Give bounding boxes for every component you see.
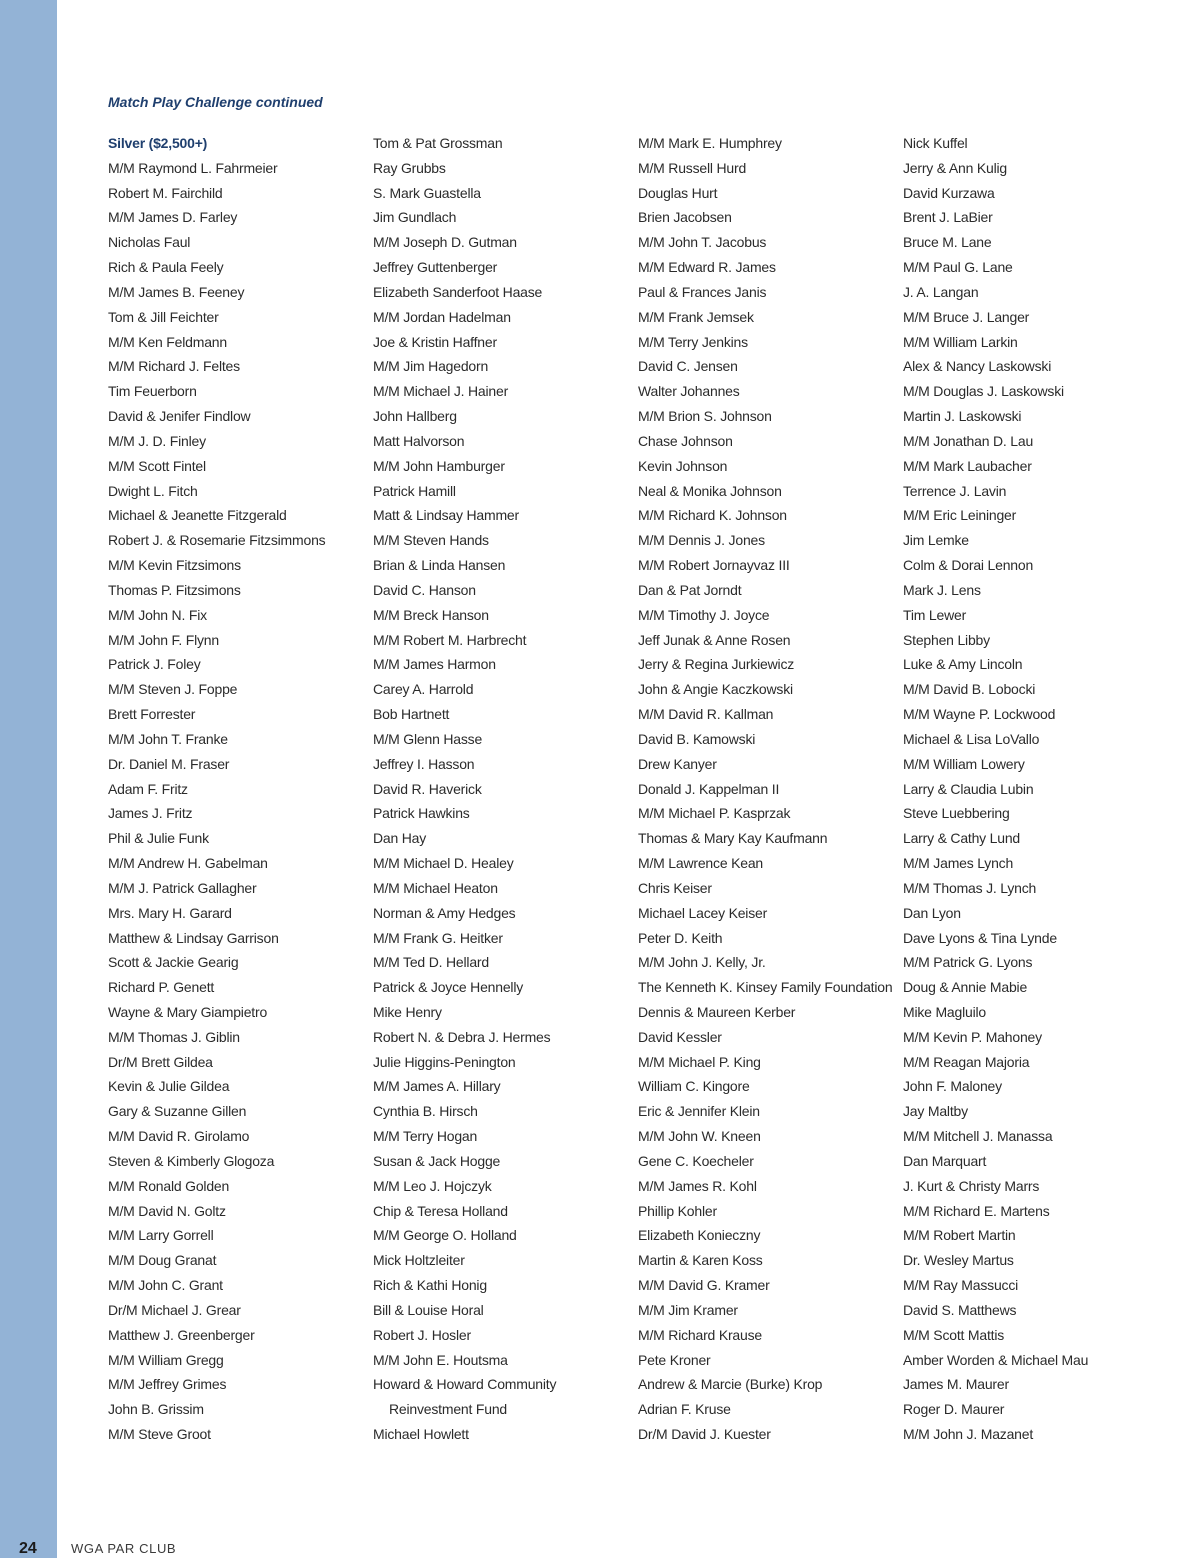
- donor-name: M/M John W. Kneen: [638, 1128, 761, 1145]
- donor-name: M/M Robert M. Harbrecht: [373, 631, 527, 648]
- donor-name: Tom & Jill Feichter: [108, 308, 219, 325]
- donor-column-2: [373, 133, 635, 1449]
- donor-name: M/M Frank G. Heitker: [373, 929, 503, 946]
- donor-name: M/M J. Patrick Gallagher: [108, 879, 257, 896]
- donor-name: Scott & Jackie Gearig: [108, 954, 239, 971]
- donor-name: Walter Johannes: [638, 383, 740, 400]
- page-number: 24: [19, 1540, 37, 1557]
- donor-name: The Kenneth K. Kinsey Family Foundation: [638, 979, 893, 996]
- donor-name: M/M Scott Fintel: [108, 457, 206, 474]
- donor-name: M/M John T. Jacobus: [638, 234, 767, 251]
- donor-name: Matt & Lindsay Hammer: [373, 507, 519, 524]
- donor-name: Patrick J. Foley: [108, 656, 201, 673]
- side-color-bar: [0, 0, 57, 1558]
- donor-name: Dr. Wesley Martus: [903, 1252, 1014, 1269]
- donor-name: Bob Hartnett: [373, 706, 450, 723]
- donor-name: Stephen Libby: [903, 631, 990, 648]
- donor-name: M/M Jim Hagedorn: [373, 358, 489, 375]
- donor-name: M/M Michael P. King: [638, 1053, 761, 1070]
- donor-name: David C. Jensen: [638, 358, 738, 375]
- donor-name: Tim Lewer: [903, 606, 967, 623]
- donor-name: Chip & Teresa Holland: [373, 1202, 508, 1219]
- donor-name: M/M Joseph D. Gutman: [373, 234, 517, 251]
- donor-name: M/M Thomas J. Giblin: [108, 1028, 240, 1045]
- donor-name: Julie Higgins-Penington: [373, 1053, 516, 1070]
- donor-name: Mike Magluilo: [903, 1003, 986, 1020]
- donor-name: M/M Reagan Majoria: [903, 1053, 1030, 1070]
- donor-name: Adam F. Fritz: [108, 780, 188, 797]
- publication-name: WGA PAR CLUB: [71, 1541, 177, 1556]
- donor-name: David & Jenifer Findlow: [108, 408, 251, 425]
- donor-name: James M. Maurer: [903, 1376, 1009, 1393]
- donor-name: M/M William Larkin: [903, 333, 1018, 350]
- donor-name: M/M Ray Massucci: [903, 1277, 1019, 1294]
- donor-name: Tim Feuerborn: [108, 383, 197, 400]
- donor-name: Dan Lyon: [903, 904, 961, 921]
- donor-name: M/M James A. Hillary: [373, 1078, 501, 1095]
- donor-name: Adrian F. Kruse: [638, 1401, 731, 1418]
- donor-column-3: [638, 133, 900, 1449]
- donor-name: Tom & Pat Grossman: [373, 135, 503, 151]
- donor-name: M/M Steve Groot: [108, 1426, 211, 1443]
- donor-name: M/M J. D. Finley: [108, 432, 206, 449]
- donor-name: Thomas & Mary Kay Kaufmann: [638, 830, 828, 847]
- donor-name: Rich & Kathi Honig: [373, 1277, 487, 1294]
- donor-name: Phil & Julie Funk: [108, 830, 209, 847]
- donor-name: Roger D. Maurer: [903, 1401, 1005, 1418]
- donor-name: Mike Henry: [373, 1003, 442, 1020]
- donor-name: Steven & Kimberly Glogoza: [108, 1152, 275, 1169]
- donor-name: M/M Mark E. Humphrey: [638, 135, 782, 151]
- donor-name: M/M Lawrence Kean: [638, 855, 763, 872]
- donor-name: Patrick Hamill: [373, 482, 456, 499]
- donor-name: Brent J. LaBier: [903, 209, 993, 226]
- donor-name: James J. Fritz: [108, 805, 193, 822]
- donor-name: M/M Larry Gorrell: [108, 1227, 214, 1244]
- donor-name: Mick Holtzleiter: [373, 1252, 465, 1269]
- level-heading: Silver ($2,500+): [108, 135, 208, 151]
- donor-name-continuation: Reinvestment Fund: [389, 1401, 507, 1418]
- donor-name: M/M Thomas J. Lynch: [903, 879, 1037, 896]
- donor-name: S. Mark Guastella: [373, 184, 481, 201]
- donor-name: William C. Kingore: [638, 1078, 750, 1095]
- donor-name: J. Kurt & Christy Marrs: [903, 1177, 1040, 1194]
- donor-name: Nicholas Faul: [108, 234, 191, 251]
- donor-name: Doug & Annie Mabie: [903, 979, 1028, 996]
- donor-name: M/M Wayne P. Lockwood: [903, 706, 1056, 723]
- donor-name: David S. Matthews: [903, 1301, 1017, 1318]
- donor-name: Mrs. Mary H. Garard: [108, 904, 232, 921]
- donor-name: Luke & Amy Lincoln: [903, 656, 1023, 673]
- donor-name: Andrew & Marcie (Burke) Krop: [638, 1376, 823, 1393]
- donor-name: Gary & Suzanne Gillen: [108, 1103, 247, 1120]
- donor-name: M/M James Lynch: [903, 855, 1014, 872]
- donor-name: Larry & Claudia Lubin: [903, 780, 1034, 797]
- donor-name: Kevin & Julie Gildea: [108, 1078, 230, 1095]
- donor-name: Jeffrey I. Hasson: [373, 755, 475, 772]
- donor-name: Brian & Linda Hansen: [373, 557, 506, 574]
- donor-name: M/M Robert Martin: [903, 1227, 1016, 1244]
- donor-name: Jim Gundlach: [373, 209, 457, 226]
- donor-name: M/M Brion S. Johnson: [638, 408, 772, 425]
- section-title: Match Play Challenge continued: [108, 94, 323, 110]
- donor-name: M/M Terry Hogan: [373, 1128, 478, 1145]
- donor-name: M/M Ken Feldmann: [108, 333, 227, 350]
- donor-name: M/M Dennis J. Jones: [638, 532, 765, 549]
- donor-name: Dave Lyons & Tina Lynde: [903, 929, 1057, 946]
- donor-name: M/M Terry Jenkins: [638, 333, 748, 350]
- donor-name: M/M Douglas J. Laskowski: [903, 383, 1064, 400]
- donor-name: M/M Richard K. Johnson: [638, 507, 787, 524]
- donor-name: Susan & Jack Hogge: [373, 1152, 501, 1169]
- donor-name: Robert N. & Debra J. Hermes: [373, 1028, 551, 1045]
- donor-name: M/M Eric Leininger: [903, 507, 1017, 524]
- donor-name: Bruce M. Lane: [903, 234, 992, 251]
- donor-name: Colm & Dorai Lennon: [903, 557, 1034, 574]
- donor-name: Matthew & Lindsay Garrison: [108, 929, 279, 946]
- donor-name: M/M Doug Granat: [108, 1252, 217, 1269]
- donor-name: M/M John N. Fix: [108, 606, 207, 623]
- donor-name: M/M Ronald Golden: [108, 1177, 230, 1194]
- donor-name: M/M John C. Grant: [108, 1277, 223, 1294]
- donor-name: M/M John F. Flynn: [108, 631, 219, 648]
- donor-name: Richard P. Genett: [108, 979, 215, 996]
- donor-name: Terrence J. Lavin: [903, 482, 1007, 499]
- donor-name: M/M Patrick G. Lyons: [903, 954, 1033, 971]
- donor-name: Paul & Frances Janis: [638, 283, 767, 300]
- donor-name: M/M Edward R. James: [638, 259, 776, 276]
- donor-name: M/M John Hamburger: [373, 457, 505, 474]
- donor-name: M/M Mitchell J. Manassa: [903, 1128, 1053, 1145]
- donor-name: Dr. Daniel M. Fraser: [108, 755, 230, 772]
- donor-name: M/M Michael Heaton: [373, 879, 498, 896]
- donor-name: M/M John J. Mazanet: [903, 1426, 1034, 1443]
- donor-name: M/M John T. Franke: [108, 730, 228, 747]
- donor-name: Patrick Hawkins: [373, 805, 470, 822]
- donor-name: M/M Michael J. Hainer: [373, 383, 509, 400]
- donor-name: Michael & Jeanette Fitzgerald: [108, 507, 287, 524]
- donor-name: John B. Grissim: [108, 1401, 204, 1418]
- donor-name: M/M John J. Kelly, Jr.: [638, 954, 766, 971]
- donor-name: Martin J. Laskowski: [903, 408, 1022, 425]
- donor-name: M/M Richard Krause: [638, 1326, 762, 1343]
- donor-name: Jerry & Regina Jurkiewicz: [638, 656, 795, 673]
- donor-name: David C. Hanson: [373, 581, 476, 598]
- donor-name: Robert M. Fairchild: [108, 184, 223, 201]
- donor-name: Pete Kroner: [638, 1351, 711, 1368]
- donor-name: Kevin Johnson: [638, 457, 728, 474]
- donor-name: Nick Kuffel: [903, 135, 968, 151]
- donor-name: Eric & Jennifer Klein: [638, 1103, 760, 1120]
- donor-name: M/M James D. Farley: [108, 209, 238, 226]
- donor-name: M/M Breck Hanson: [373, 606, 489, 623]
- donor-name: M/M William Lowery: [903, 755, 1025, 772]
- donor-name: Martin & Karen Koss: [638, 1252, 763, 1269]
- donor-name: Brett Forrester: [108, 706, 196, 723]
- donor-name: M/M David G. Kramer: [638, 1277, 770, 1294]
- donor-name: David B. Kamowski: [638, 730, 756, 747]
- donor-name: Alex & Nancy Laskowski: [903, 358, 1052, 375]
- donor-name: M/M Leo J. Hojczyk: [373, 1177, 492, 1194]
- donor-name: Matt Halvorson: [373, 432, 465, 449]
- donor-name: Douglas Hurt: [638, 184, 718, 201]
- donor-name: Dr/M Brett Gildea: [108, 1053, 213, 1070]
- donor-name: M/M Jordan Hadelman: [373, 308, 511, 325]
- donor-name: M/M John E. Houtsma: [373, 1351, 508, 1368]
- donor-name: M/M Richard E. Martens: [903, 1202, 1050, 1219]
- donor-name: Howard & Howard Community: [373, 1376, 557, 1393]
- donor-name: M/M Frank Jemsek: [638, 308, 754, 325]
- donor-name: Dr/M Michael J. Grear: [108, 1301, 241, 1318]
- donor-name: M/M Timothy J. Joyce: [638, 606, 770, 623]
- donor-name: Jeffrey Guttenberger: [373, 259, 498, 276]
- donor-name: Phillip Kohler: [638, 1202, 717, 1219]
- donor-name: M/M Kevin Fitzsimons: [108, 557, 241, 574]
- donor-name: M/M Glenn Hasse: [373, 730, 483, 747]
- donor-name: M/M William Gregg: [108, 1351, 224, 1368]
- donor-name: M/M Michael D. Healey: [373, 855, 514, 872]
- donor-name: M/M Scott Mattis: [903, 1326, 1005, 1343]
- donor-name: Elizabeth Konieczny: [638, 1227, 761, 1244]
- donor-name: John F. Maloney: [903, 1078, 1002, 1095]
- donor-name: Bill & Louise Horal: [373, 1301, 484, 1318]
- donor-name: M/M James B. Feeney: [108, 283, 245, 300]
- donor-name: Norman & Amy Hedges: [373, 904, 516, 921]
- donor-name: Larry & Cathy Lund: [903, 830, 1021, 847]
- donor-name: Dan Hay: [373, 830, 427, 847]
- donor-name: M/M Steven J. Foppe: [108, 681, 238, 698]
- donor-name: Michael & Lisa LoVallo: [903, 730, 1040, 747]
- donor-name: M/M James R. Kohl: [638, 1177, 757, 1194]
- donor-name: M/M James Harmon: [373, 656, 496, 673]
- donor-name: M/M Richard J. Feltes: [108, 358, 240, 375]
- donor-name: Carey A. Harrold: [373, 681, 474, 698]
- donor-name: M/M David R. Girolamo: [108, 1128, 250, 1145]
- donor-name: M/M Jonathan D. Lau: [903, 432, 1034, 449]
- donor-name: M/M Andrew H. Gabelman: [108, 855, 268, 872]
- donor-name: Steve Luebbering: [903, 805, 1010, 822]
- donor-name: Jim Lemke: [903, 532, 969, 549]
- donor-name: Dwight L. Fitch: [108, 482, 198, 499]
- donor-name: Matthew J. Greenberger: [108, 1326, 255, 1343]
- donor-name: M/M Mark Laubacher: [903, 457, 1032, 474]
- donor-name: Cynthia B. Hirsch: [373, 1103, 478, 1120]
- donor-name: Dan & Pat Jorndt: [638, 581, 742, 598]
- donor-name: Joe & Kristin Haffner: [373, 333, 497, 350]
- donor-name: David R. Haverick: [373, 780, 482, 797]
- donor-name: M/M George O. Holland: [373, 1227, 517, 1244]
- donor-name: Thomas P. Fitzsimons: [108, 581, 241, 598]
- donor-name: Jay Maltby: [903, 1103, 968, 1120]
- donor-name: John & Angie Kaczkowski: [638, 681, 793, 698]
- donor-name: Dennis & Maureen Kerber: [638, 1003, 796, 1020]
- donor-name: Michael Lacey Keiser: [638, 904, 768, 921]
- donor-name: Elizabeth Sanderfoot Haase: [373, 283, 543, 300]
- donor-name: Brien Jacobsen: [638, 209, 732, 226]
- donor-name: Robert J. & Rosemarie Fitzsimmons: [108, 532, 326, 549]
- donor-name: Chris Keiser: [638, 879, 712, 896]
- donor-name: David Kessler: [638, 1028, 722, 1045]
- donor-name: Donald J. Kappelman II: [638, 780, 780, 797]
- donor-name: Chase Johnson: [638, 432, 733, 449]
- donor-name: M/M David B. Lobocki: [903, 681, 1036, 698]
- donor-name: M/M David N. Goltz: [108, 1202, 226, 1219]
- donor-name: M/M Ted D. Hellard: [373, 954, 489, 971]
- donor-name: Ray Grubbs: [373, 159, 446, 176]
- donor-name: Robert J. Hosler: [373, 1326, 471, 1343]
- donor-name: Neal & Monika Johnson: [638, 482, 782, 499]
- donor-name: Dan Marquart: [903, 1152, 987, 1169]
- donor-name: M/M Steven Hands: [373, 532, 489, 549]
- donor-name: M/M Bruce J. Langer: [903, 308, 1030, 325]
- donor-name: Amber Worden & Michael Mau: [903, 1351, 1089, 1368]
- donor-name: Wayne & Mary Giampietro: [108, 1003, 268, 1020]
- donor-name: Patrick & Joyce Hennelly: [373, 979, 524, 996]
- donor-name: M/M Russell Hurd: [638, 159, 747, 176]
- donor-name: M/M Jeffrey Grimes: [108, 1376, 227, 1393]
- donor-column-4: [903, 133, 1165, 1449]
- donor-name: Jerry & Ann Kulig: [903, 159, 1007, 176]
- donor-column-1: [108, 133, 370, 1449]
- donor-name: M/M Jim Kramer: [638, 1301, 738, 1318]
- donor-name: Rich & Paula Feely: [108, 259, 224, 276]
- donor-name: M/M Kevin P. Mahoney: [903, 1028, 1042, 1045]
- donor-name: Jeff Junak & Anne Rosen: [638, 631, 791, 648]
- donor-name: M/M Raymond L. Fahrmeier: [108, 159, 278, 176]
- donor-name: Mark J. Lens: [903, 581, 981, 598]
- donor-name: J. A. Langan: [903, 283, 979, 300]
- donor-name: John Hallberg: [373, 408, 457, 425]
- donor-name: Drew Kanyer: [638, 755, 717, 772]
- donor-name: M/M Robert Jornayvaz III: [638, 557, 790, 574]
- donor-name: Peter D. Keith: [638, 929, 723, 946]
- donor-name: Dr/M David J. Kuester: [638, 1426, 771, 1443]
- donor-name: M/M Paul G. Lane: [903, 259, 1013, 276]
- donor-name: Michael Howlett: [373, 1426, 469, 1443]
- donor-name: M/M Michael P. Kasprzak: [638, 805, 791, 822]
- donor-name: David Kurzawa: [903, 184, 995, 201]
- donor-name: Gene C. Koecheler: [638, 1152, 754, 1169]
- donor-name: M/M David R. Kallman: [638, 706, 774, 723]
